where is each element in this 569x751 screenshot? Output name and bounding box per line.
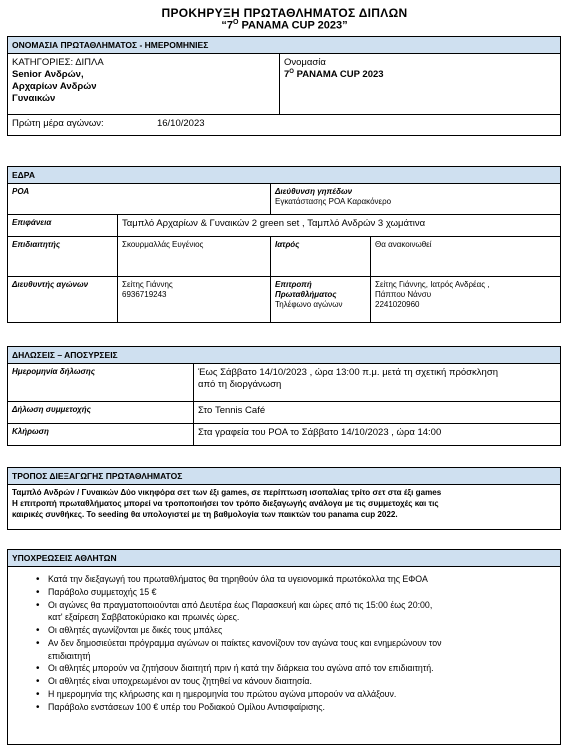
committee-phone: 2241020960 — [375, 300, 420, 309]
doctor-label: Ιατρός — [271, 237, 371, 277]
list-item: • Οι αθλητές μπορούν να ζητήσουν διαιτητή πριν ή κατά την διάρκεια του αγώνα από τον επιδιαιτητή. — [36, 662, 554, 675]
referee-label: Επιδιαιτητής — [8, 237, 118, 277]
entry-date-value-2: από τη διοργάνωση — [198, 378, 282, 390]
courts-address-label: Διεύθυνση γηπέδων — [275, 187, 353, 196]
courts-address-cell — [271, 184, 561, 215]
section-header: ΥΠΟΧΡΕΩΣΕΙΣ ΑΘΛΗΤΩΝ — [8, 550, 561, 567]
referee-value: Σκουρμαλλάς Ευγένιος — [118, 237, 271, 277]
courts-address-value: Εγκατάστασης ΡΟΑ Καρακόνερο — [275, 197, 392, 206]
section-header: ΤΡΟΠΟΣ ΔΙΕΞΑΓΩΓΗΣ ΠΡΩΤΑΘΛΗΜΑΤΟΣ — [8, 468, 561, 485]
section-header: ΕΔΡΑ — [8, 167, 561, 184]
entry-value: Στο Tennis Café — [194, 402, 561, 424]
document-title: ΠΡΟΚΗΡΥΞΗ ΠΡΩΤΑΘΛΗΜΑΤΟΣ ΔΙΠΛΩΝ — [161, 6, 408, 20]
format-line-2: Η επιτροπή πρωταθλήματος μπορεί να τροποποιήσει τον τρόπο διεξαγωγής ανάλογα με τις συμμετοχές και τις — [12, 498, 439, 508]
list-item: • Οι αγώνες θα πραγματοποιούνται από Δευτέρα έως Παρασκευή και ώρες από τις 15:00 έως 20:00, κατ' εξαίρεση Σαββατοκύριακο και πρωινές ώρες. — [36, 599, 554, 625]
categories-cell — [8, 54, 280, 115]
committee-names-2: Πάππου Νάνσυ — [375, 290, 432, 299]
document-subtitle: “$7^O$ PANAMA CUP 2023” — [221, 19, 348, 32]
first-day-row — [8, 115, 561, 136]
committee-label-2: Πρωταθλήματος — [275, 290, 337, 299]
section-championship-name — [7, 36, 561, 136]
list-item: • Οι αθλητές αγωνίζονται με δικές τους μπάλες — [36, 624, 554, 637]
section-header: ΔΗΛΩΣΕΙΣ – ΑΠΟΣΥΡΣΕΙΣ — [8, 347, 561, 364]
committee-label-cell — [271, 277, 371, 323]
doctor-value: Θα ανακοινωθεί — [371, 237, 561, 277]
section-entries — [7, 346, 561, 446]
committee-value-cell — [371, 277, 561, 323]
entry-date-cell — [194, 364, 561, 402]
championship-name: $7^O$ PANAMA CUP 2023 — [284, 68, 384, 81]
club-name: ΡΟΑ — [8, 184, 271, 215]
section-header: ΟΝΟΜΑΣΙΑ ΠΡΩΤΑΘΛΗΜΑΤΟΣ - ΗΜΕΡΟΜΗΝΙΕΣ — [8, 37, 561, 54]
duties-cell — [8, 567, 561, 745]
entry-date-value: Έως Σάββατο 14/10/2023 , ώρα 13:00 π.μ. μετά τη σχετική πρόσκληση — [198, 367, 498, 378]
committee-phone-label: Τηλέφωνο αγώνων — [275, 300, 343, 309]
section-format — [7, 467, 561, 530]
duties-list — [8, 567, 560, 715]
category-women: Γυναικών — [12, 92, 56, 104]
committee-label: Επιτροπή — [275, 280, 312, 289]
list-item: • Παράβολο συμμετοχής 15 € — [36, 586, 554, 599]
entry-date-label: Ημερομηνία δήλωσης — [8, 364, 194, 402]
category-senior-men: Senior Ανδρών, — [12, 68, 84, 80]
list-item: • Οι αθλητές είναι υποχρεωμένοι αν τους ζητηθεί να κάνουν διαιτησία. — [36, 675, 554, 688]
list-item: • Η ημερομηνία της κλήρωσης και η ημερομηνία του πρώτου αγώνα μπορούν να αλλάξουν. — [36, 688, 554, 701]
list-item: • Αν δεν δημοσιεύεται πρόγραμμα αγώνων οι παίκτες κανονίζουν τον αγώνα τους και ενημερώνουν τον επιδιαιτητή — [36, 637, 554, 663]
list-item: • Κατά την διεξαγωγή του πρωταθλήματος θα τηρηθούν όλα τα υγειονομικά πρωτόκολλα της ΕΦΟΑ — [36, 573, 554, 586]
director-name: Σείτης Γιάννης — [122, 280, 173, 289]
section-venue — [7, 166, 561, 323]
draw-label: Κλήρωση — [8, 424, 194, 446]
first-day-value: 16/10/2023 — [156, 118, 205, 129]
director-cell — [118, 277, 271, 323]
surface-value: Ταμπλό Αρχαρίων & Γυναικών 2 green set , Ταμπλό Ανδρών 3 χωμάτινα — [118, 215, 561, 237]
director-phone: 6936719243 — [122, 290, 167, 299]
section-duties — [7, 549, 561, 745]
categories-label: ΚΑΤΗΓΟΡΙΕΣ: ΔΙΠΛΑ — [12, 57, 104, 68]
category-beginners-men: Αρχαρίων Ανδρών — [12, 80, 97, 92]
entry-label: Δήλωση συμμετοχής — [8, 402, 194, 424]
surface-label: Επιφάνεια — [8, 215, 118, 237]
name-label: Ονομασία — [284, 57, 326, 68]
committee-names: Σείτης Γιάννης, Ιατρός Ανδρέας , — [375, 280, 490, 289]
format-line-1: Ταμπλό Ανδρών / Γυναικών Δύο νικηφόρα σετ των έξι games, σε περίπτωση ισοπαλίας τρίτο σετ στα έξι games — [12, 488, 442, 497]
format-text — [8, 485, 561, 530]
championship-name-cell — [280, 54, 561, 115]
draw-value: Στα γραφεία του ΡΟΑ το Σάββατο 14/10/2023 , ώρα 14:00 — [194, 424, 561, 446]
director-label: Διευθυντής αγώνων — [8, 277, 118, 323]
format-line-3: καιρικές συνθήκες. Το seeding θα υπολογιστεί με τη βαθμολογία των παικτών του panama cup 2022. — [12, 509, 398, 519]
list-item: • Παράβολο ενστάσεων 100 € υπέρ του Ροδιακού Ομίλου Αντισφαίρισης. — [36, 701, 554, 714]
first-day-label: Πρώτη μέρα αγώνων: — [12, 118, 104, 129]
